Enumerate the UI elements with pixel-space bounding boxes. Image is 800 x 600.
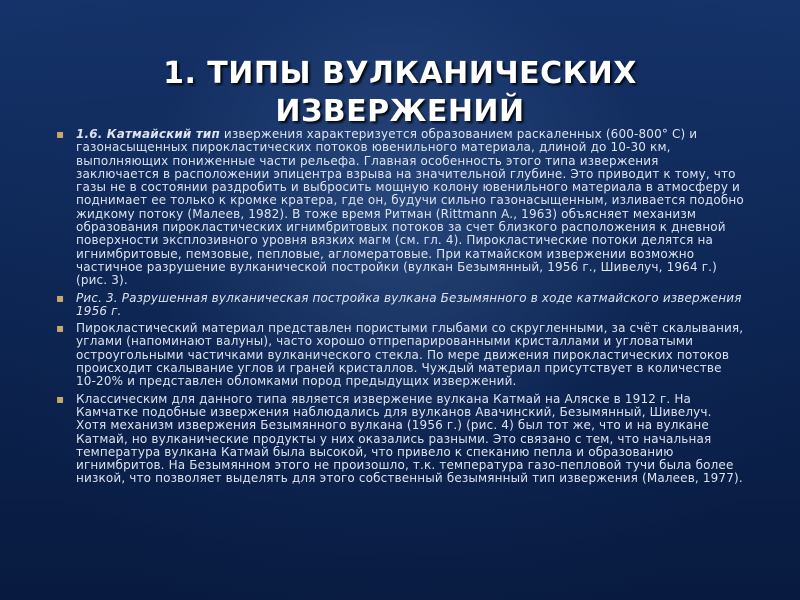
bullet-icon: ▪: [56, 127, 65, 141]
item-lead: 1.6. Катмайский тип: [76, 127, 220, 141]
list-item-pyroclastic-material: [54, 322, 744, 388]
item-text: Пирокластический материал представлен пористыми глыбами со скругленными, за счёт скалывания, углами (напоминают валуны), часто хорошо отпрепарированными кристаллами и угловатыми остроугольными частичками вулканического стекла. По мере движения пирокластических потоков происходит скалывание углов и граней кристаллов. Чуждый материал присутствует в количестве 10-20% и представлен обломками пород предыдущих извержений.: [76, 321, 744, 389]
figure-caption: Рис. 3. Разрушенная вулканическая постройка вулкана Безымянного в ходе катмайского извержения 1956 г.: [76, 290, 742, 318]
title-line-2: ИЗВЕРЖЕНИЙ: [275, 94, 525, 129]
list-item-figure-caption: [54, 292, 744, 319]
slide-body: [54, 128, 744, 490]
list-item-katmai-type: [54, 128, 744, 288]
item-text: Классическим для данного типа является извержение вулкана Катмай на Аляске в 1912 г. На Камчатке подобные извержения наблюдались для вулканов Авачинский, Безымянный, Шивелуч. Хотя механизм извержения Безымянного вулкана (1956 г.) (рис. 4) был тот же, что и на вулкане Катмай, но вулканические продукты у них оказались разными. Это связано с тем, что начальная температура вулкана Катмай была высокой, что привело к спеканию пепла и образованию игнимбритов. На Безымянном этого не произошло, т.к. температура газо-пепловой тучи была более низкой, что позволяет выделять для этого собственный безымянный тип извержения (Малеев, 1977).: [76, 391, 743, 486]
list-item-classic-example: [54, 393, 744, 486]
bullet-icon: ▪: [56, 290, 65, 305]
slide-title: [60, 55, 740, 131]
item-text: извержения характеризуется образованием раскаленных (600-800° С) и газонасыщенных пирокластических потоков ювенильного материала, длиной до 10-30 км, выполняющих пониженные части рельефа. Главная особенность этого типа извержения заключается в расположении эпицентра взрыва на значительной глубине. Это приводит к тому, что газы не в состоянии раздробить и выбросить мощную колону ювенильного материала в атмосферу и поднимает ее только к кромке кратера, где он, будучи сильно газонасыщенным, изливается подобно жидкому потоку (Малеев, 1982). В тоже время Ритман (Rittmann A., 1963) объясняет механизм образования пирокластических игнимбритовых потоков за счет близкого расположения к дневной поверхности эксплозивного уровня вязких магм (см. гл. 4). Пирокластические потоки делятся на игнимбритовые, пемзовые, пепловые, агломератовые. При катмайском извержении возможно частичное разрушение вулканической постройки (вулкан Безымянный, 1956 г., Шивелуч, 1964 г.) (рис. 3).: [76, 127, 744, 288]
bullet-icon: ▪: [56, 391, 65, 406]
title-line-1: 1. ТИПЫ ВУЛКАНИЧЕСКИХ: [163, 56, 637, 91]
bullet-icon: ▪: [56, 321, 65, 336]
